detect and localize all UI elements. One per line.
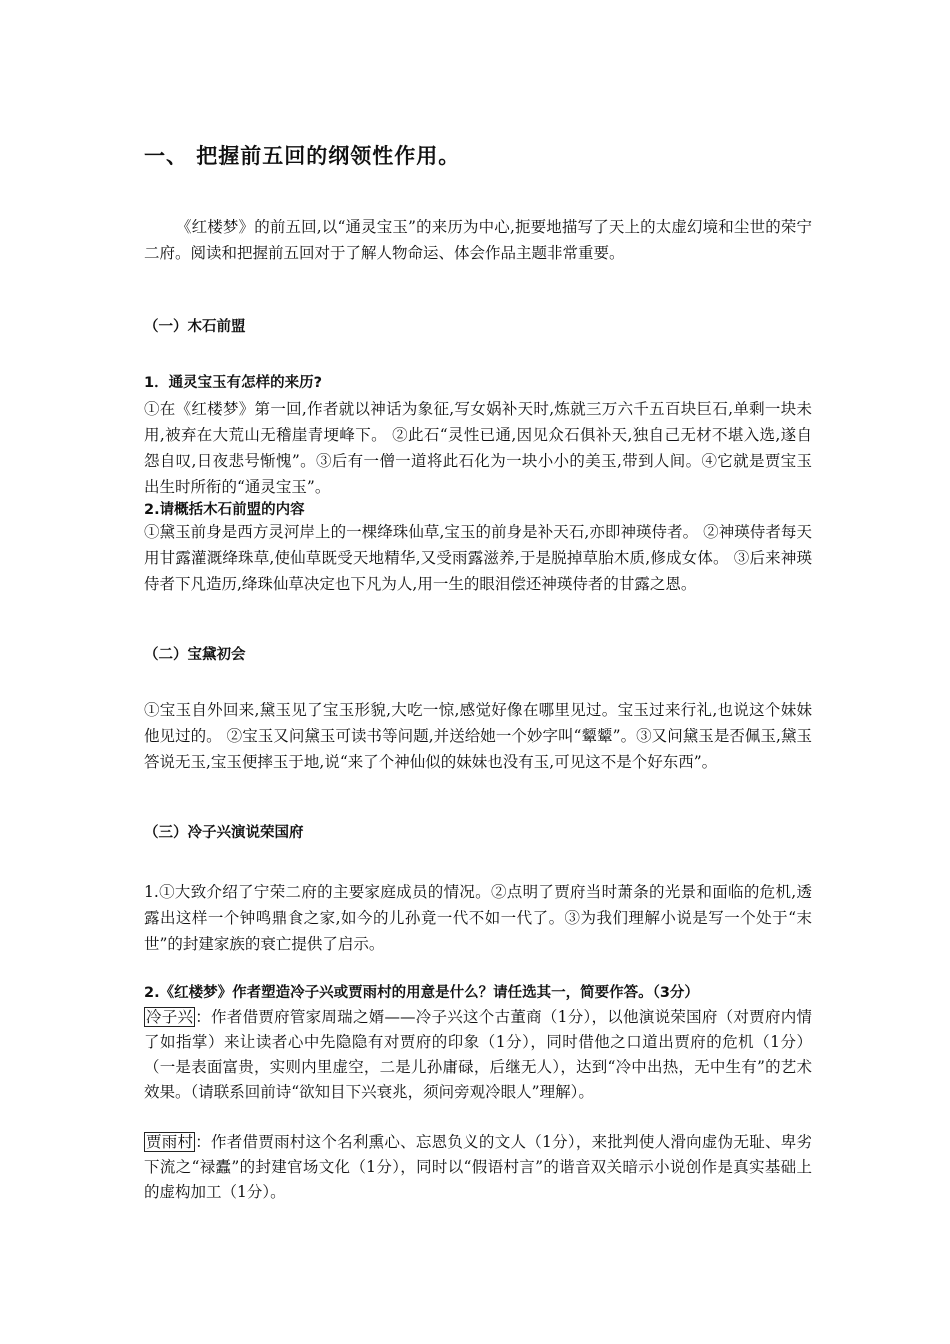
answer-jiayucun-text: ：作者借贾雨村这个名利熏心、忘恩负义的文人（1分），来批判使人滑向虚伪无耻、卑劣下流之“禄蠹”的封建官场文化（1分），同时以“假语村言”的谐音双关暗示小说创作是真实基础上的虚构加工（1分）。 [144, 1133, 812, 1201]
label-jiayucun: 贾雨村 [146, 1133, 194, 1151]
section2-title: （二）宝黛初会 [144, 647, 246, 663]
section1-answer1: ①在《红楼梦》第一回,作者就以神话为象征,写女娲补天时,炼就三万六千五百块巨石,单剩一块未用,被弃在大荒山无稽崖青埂峰下。 ②此石“灵性已通,因见众石俱补天,独自己无材不堪入选,遂自怨自叹,日夜悲号惭愧”。③后有一僧一道将此石化为一块小小的美玉,带到人间。④它就是贾宝玉出生时所衔的“通灵宝玉”。 [144, 400, 812, 496]
section1-question1: 1．通灵宝玉有怎样的来历? [144, 375, 322, 391]
section1-title: （一）木石前盟 [144, 319, 246, 335]
section3-title: （三）冷子兴演说荣国府 [144, 825, 304, 841]
answer-lengzixing-text: ：作者借贾府管家周瑞之婿——冷子兴这个古董商（1分），以他演说荣国府（对贾府内情了如指掌）来让读者心中先隐隐有对贾府的印象（1分），同时借他之口道出贾府的危机（1分）（一是表面富贵，实则内里虚空，二是儿孙庸碌，后继无人），达到“冷中出热，无中生有”的艺术效果。（请联系回前诗“欲知目下兴衰兆，须问旁观冷眼人”理解）。 [144, 1008, 812, 1101]
label-lengzixing: 冷子兴 [146, 1008, 194, 1026]
section1-question2: 2.请概括木石前盟的内容 [144, 502, 305, 518]
main-heading: 一、 把握前五回的纲领性作用。 [144, 144, 461, 168]
answer-lengzixing [144, 1005, 812, 1105]
answer-jiayucun [144, 1130, 812, 1205]
section2-text: ①宝玉自外回来,黛玉见了宝玉形貌,大吃一惊,感觉好像在哪里见过。宝玉过来行礼,也说这个妹妹他见过的。 ②宝玉又问黛玉可读书等问题,并送给她一个妙字叫“颦颦”。③又问黛玉是否佩玉,黛玉答说无玉,宝玉便摔玉于地,说“来了个神仙似的妹妹也没有玉,可见这不是个好东西”。 [144, 701, 812, 771]
section3-question2: 2.《红楼梦》作者塑造冷子兴或贾雨村的用意是什么？请任选其一，简要作答。（3分） [144, 985, 699, 1001]
intro-paragraph: 《红楼梦》的前五回,以“通灵宝玉”的来历为中心,扼要地描写了天上的太虚幻境和尘世的荣宁二府。阅读和把握前五回对于了解人物命运、体会作品主题非常重要。 [144, 218, 812, 262]
section3-text1: 1.①大致介绍了宁荣二府的主要家庭成员的情况。②点明了贾府当时萧条的光景和面临的危机,透露出这样一个钟鸣鼎食之家,如今的儿孙竟一代不如一代了。③为我们理解小说是写一个处于“末世”的封建家族的衰亡提供了启示。 [144, 883, 812, 953]
section1-answer2: ①黛玉前身是西方灵河岸上的一棵绛珠仙草,宝玉的前身是补天石,亦即神瑛侍者。 ②神瑛侍者每天用甘露灌溉绛珠草,使仙草既受天地精华,又受雨露滋养,于是脱掉草胎木质,修成女体。 ③后来神瑛侍者下凡造历,绛珠仙草决定也下凡为人,用一生的眼泪偿还神瑛侍者的甘露之恩。 [144, 523, 812, 593]
